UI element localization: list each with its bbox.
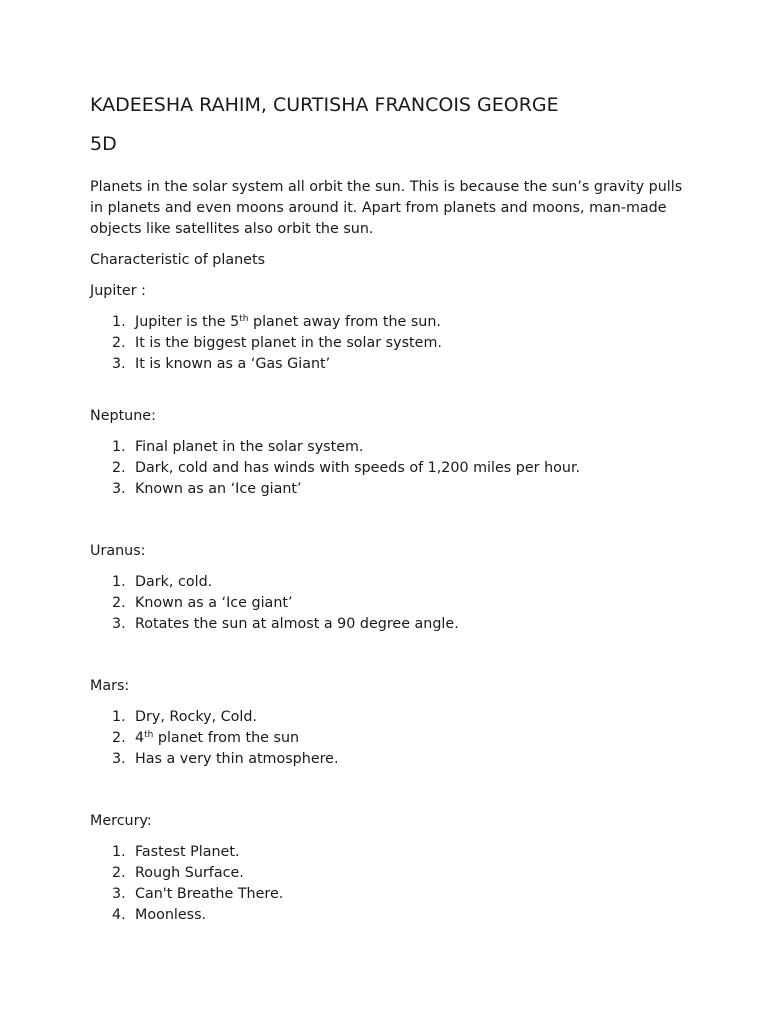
list-text: Dry, Rocky, Cold. [135, 709, 257, 725]
class-heading: 5D [90, 133, 117, 155]
list-text: Dark, cold and has winds with speeds of 1,200 miles per hour. [135, 460, 581, 476]
list-text-part: planet from the sun [153, 730, 300, 746]
list-text: Known as an ‘Ice giant’ [135, 481, 302, 497]
planet-heading-mars: Mars: [90, 678, 130, 694]
list-number: 2. [112, 865, 126, 881]
list-number: 3. [112, 356, 126, 372]
list-text: Rough Surface. [135, 865, 244, 881]
list-number: 3. [112, 886, 126, 902]
list-text-part: Jupiter is the 5 [135, 314, 240, 330]
list-number: 1. [112, 439, 126, 455]
list-number: 1. [112, 709, 126, 725]
list-text-part: planet away from the sun. [248, 314, 441, 330]
planet-heading-jupiter: Jupiter : [90, 283, 146, 299]
list-number: 2. [112, 460, 126, 476]
list-text: It is the biggest planet in the solar system. [135, 335, 442, 351]
student-names-heading: KADEESHA RAHIM, CURTISHA FRANCOIS GEORGE [90, 94, 559, 116]
planet-heading-mercury: Mercury: [90, 813, 152, 829]
list-number: 1. [112, 844, 126, 860]
list-number: 1. [112, 314, 126, 330]
list-number: 4. [112, 907, 126, 923]
list-number: 2. [112, 730, 126, 746]
list-text: Fastest Planet. [135, 844, 240, 860]
list-text: Dark, cold. [135, 574, 213, 590]
list-number: 1. [112, 574, 126, 590]
list-number: 3. [112, 751, 126, 767]
ordinal-superscript: th [239, 314, 249, 324]
list-text: Final planet in the solar system. [135, 439, 364, 455]
list-text-part: 4 [135, 730, 145, 746]
section-heading: Characteristic of planets [90, 252, 266, 268]
list-text: It is known as a ‘Gas Giant’ [135, 356, 331, 372]
planet-heading-neptune: Neptune: [90, 408, 156, 424]
list-number: 3. [112, 616, 126, 632]
list-text: Moonless. [135, 907, 207, 923]
list-text: Rotates the sun at almost a 90 degree angle. [135, 616, 459, 632]
list-number: 3. [112, 481, 126, 497]
planet-heading-uranus: Uranus: [90, 543, 146, 559]
list-text: Has a very thin atmosphere. [135, 751, 339, 767]
intro-paragraph: Planets in the solar system all orbit the sun. This is because the sun’s gravity pulls in planets and even moons around it. Apart from planets and moons, man-made objects like satellites also orbit the sun. [90, 179, 683, 237]
list-number: 2. [112, 335, 126, 351]
list-text: Known as a ‘Ice giant’ [135, 595, 293, 611]
list-text [135, 728, 299, 749]
list-text: Can't Breathe There. [135, 886, 284, 902]
list-text [135, 312, 441, 333]
ordinal-superscript: th [144, 730, 154, 740]
list-number: 2. [112, 595, 126, 611]
